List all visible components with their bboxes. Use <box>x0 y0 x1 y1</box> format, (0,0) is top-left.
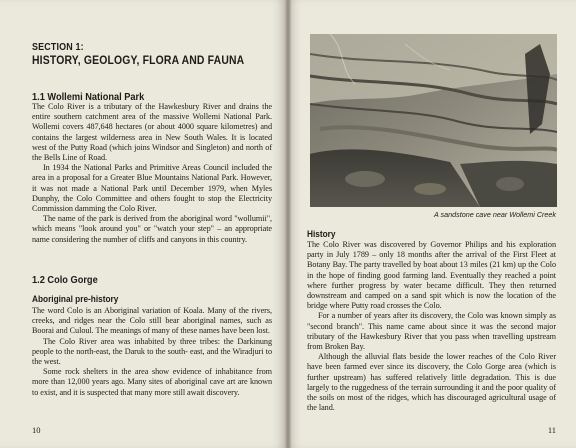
heading-colo-gorge: 1.2 Colo Gorge <box>32 274 98 286</box>
subheading-aboriginal-prehistory: Aboriginal pre-history <box>32 294 119 304</box>
paragraph: The name of the park is derived from the aboriginal word "wollumii", which means "look around you" or "watch your step" – an appropriate name considering the number of cliffs and canyons in this country. <box>32 214 272 244</box>
sandstone-cave-photo <box>310 34 557 207</box>
paragraph: For a number of years after its discovery, the Colo was known simply as "second branch". This name came about since it was the second major tributary of the Hawkesbury River that you pass when travelling upstream from Broken Bay. <box>307 311 556 352</box>
paragraph: The word Colo is an Aboriginal variation of Koala. Many of the rivers, creeks, and ridges near the Colo still bear aboriginal names, such as Boorai and Culoul. The meanings of many of these names have been lost. <box>32 306 272 336</box>
history-text <box>307 240 556 413</box>
right-page <box>287 0 576 448</box>
book-gutter <box>285 0 291 448</box>
paragraph: The Colo River was discovered by Governor Philips and his exploration party in July 1789 – only 18 months after the arrival of the First Fleet at Botany Bay. The party travelled by boat about 13 miles (21 km) up the Colo in the hope of finding good farming land. Eventually they reached a point where further progress by water became difficult. They then returned downstream and camped on a sand spit which is now the location of the bridge where Putty road crosses the Colo. <box>307 240 556 311</box>
paragraph: The Colo River is a tributary of the Hawkesbury River and drains the entire southern catchment area of the massive Wollemi National Park. Wollemi covers 487,648 hectares (or about 4000 square kilometres) and contains the largest wilderness area in New South Wales. It is located west of the Putty Road (which joins Windsor and Singleton) and north of the Bells Line of Road. <box>32 102 272 163</box>
paragraph: Some rock shelters in the area show evidence of inhabitance from more than 12,000 years ago. Many sites of aboriginal cave art are known to exist, and it is suspected that many more still await discovery. <box>32 367 272 397</box>
left-page <box>0 0 287 448</box>
prehistory-text <box>32 306 272 398</box>
photo-caption: A sandstone cave near Wollemi Creek <box>434 210 556 219</box>
section-title: HISTORY, GEOLOGY, FLORA AND FAUNA <box>32 53 245 67</box>
page-number: 10 <box>32 425 41 435</box>
page-number: 11 <box>547 425 556 435</box>
cave-photo-illustration <box>310 34 557 207</box>
paragraph: Although the alluvial flats beside the lower reaches of the Colo River have been farmed ever since its discovery, the Colo Gorge area (which is further upstream) has suffered relatively little degradation. This is due largely to the ruggedness of the terrain surrounding it and the poor quality of the soils on most of the ridges, which has discouraged agricultural usage of the land. <box>307 352 556 413</box>
subheading-history: History <box>307 229 336 239</box>
heading-wollemi-national-park: 1.1 Wollemi National Park <box>32 91 145 103</box>
section-label: SECTION 1: <box>32 41 84 53</box>
paragraph: The Colo River area was inhabited by three tribes: the Darkinung people to the north-east, the Daruk to the south- east, and the Wiradjuri to the west. <box>32 336 272 367</box>
wollemi-text <box>32 102 272 245</box>
paragraph: In 1934 the National Parks and Primitive Areas Council included the area in a proposal for a Greater Blue Mountains National Park. However, it was not made a National Park until December 1979, when Myles Dunphy, the Colo Committee and others fought to stop the Electricity Commission damming the Colo River. <box>32 163 272 214</box>
